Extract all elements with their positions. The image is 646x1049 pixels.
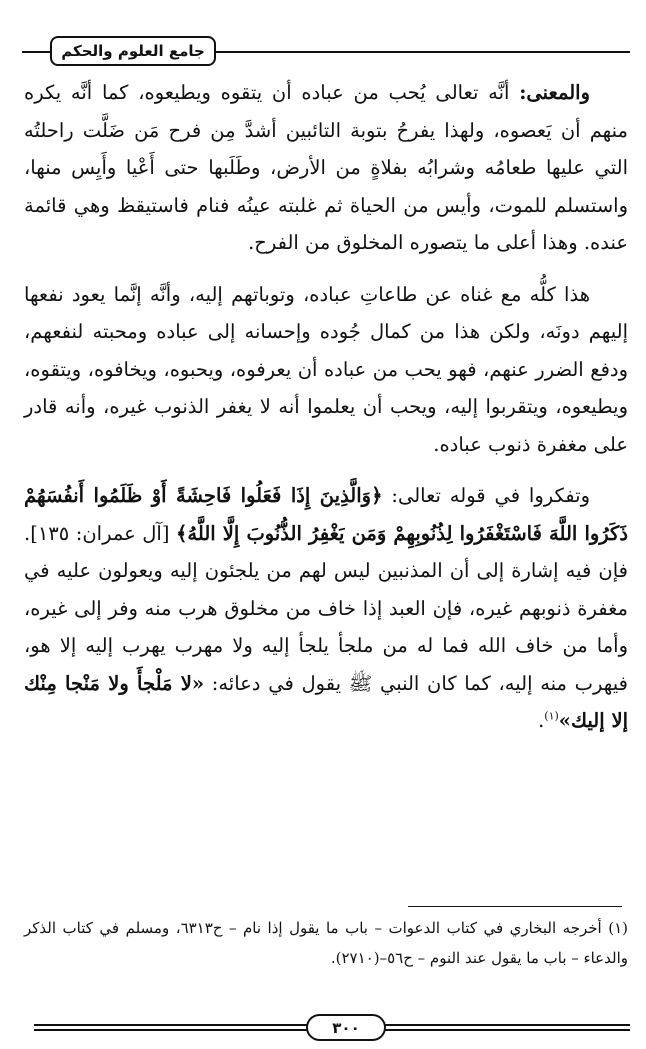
footnote-reference[interactable]: (١) [544, 709, 559, 723]
quran-verse: ﴿وَالَّذِينَ إِذَا فَعَلُوا فَاحِشَةً أَوْ ظَلَمُوا أَنفُسَهُمْ ذَكَرُوا اللَّهَ فَاسْتَغْفَرُوا لِذُنُوبِهِمْ وَمَن يَغْفِرُ الذُّنُوبَ إِلَّا اللَّهُ﴾ [24, 484, 629, 545]
running-header [22, 33, 630, 71]
paragraph-1 [24, 74, 628, 262]
footnote-divider [408, 906, 622, 907]
page-footer [34, 1012, 630, 1042]
paragraph-lead: والمعنى: [519, 81, 590, 104]
hadith-quote: «لا مَلْجأَ ولا مَنْجا مِنْك إلا إليك» [24, 671, 628, 732]
paragraph-text: فإن فيه إشارة إلى أن المذنبين ليس لهم من يلجئون إليه ويعولون عليه في مغفرة ذنوبهم غيره، فإن العبد إذا خاف من مخلوق هرب منه وفر إلى غيره، وأما من خاف الله فما له من ملجأ يلجأ إليه ولا مهرب يهرب إليه إلا هو، فيهرب منه إليه، كما كان النبي ﷺ يقول في دعائه: [24, 559, 628, 695]
paragraph-2 [24, 276, 628, 464]
page-body [24, 74, 628, 740]
verse-citation: [آل عمران: ١٣٥]. [24, 521, 176, 545]
paragraph-end: . [538, 709, 545, 732]
paragraph-text: أنَّه تعالى يُحب من عباده أن يتقوه ويطيعوه، كما أنَّه يكره منهم أن يَعصوه، ولهذا يفرحُ بتوبة التائبين أشدَّ مِن فرح مَن ضَلَّت راحلتُه التي عليها طعامُه وشرابُه بفلاةٍ من الأرض، وطَلَبها حتى أَعْيا وأَيِس منها، واستسلم للموت، وأيس من الحياة ثم غلبته عينُه فنام فاستيقظ وهي قائمة عنده. وهذا أعلى ما يتصوره المخلوق من الفرح. [24, 81, 628, 254]
paragraph-3 [24, 477, 628, 740]
page-number: ٣٠٠ [306, 1014, 386, 1041]
paragraph-text: هذا كلُّه مع غناه عن طاعاتِ عباده، وتوباتهم إليه، وأنَّه إنَّما يعود نفعها إليهم دونَه، ولكن هذا من كمال جُوده وإحسانه إلى عباده ومحبته لنفعهم، ودفع الضرر عنهم، فهو يحب من عباده أن يعرفوه، ويحبوه، ويخافوه، ويتقوه، ويطيعوه، ويتقربوا إليه، ويحب أن يعلموا أنه لا يغفر الذنوب غيره، وأنه قادر على مغفرة ذنوب عباده. [24, 282, 628, 456]
book-title: جامع العلوم والحكم [50, 36, 216, 66]
paragraph-intro: وتفكروا في قوله تعالى: [382, 484, 590, 507]
footnote-1: (١) أخرجه البخاري في كتاب الدعوات – باب ما يقول إذا نام – ح٦٣١٣، ومسلم في كتاب الذكر والدعاء – باب ما يقول عند النوم – ح٥٦–(٢٧١٠). [24, 919, 628, 967]
